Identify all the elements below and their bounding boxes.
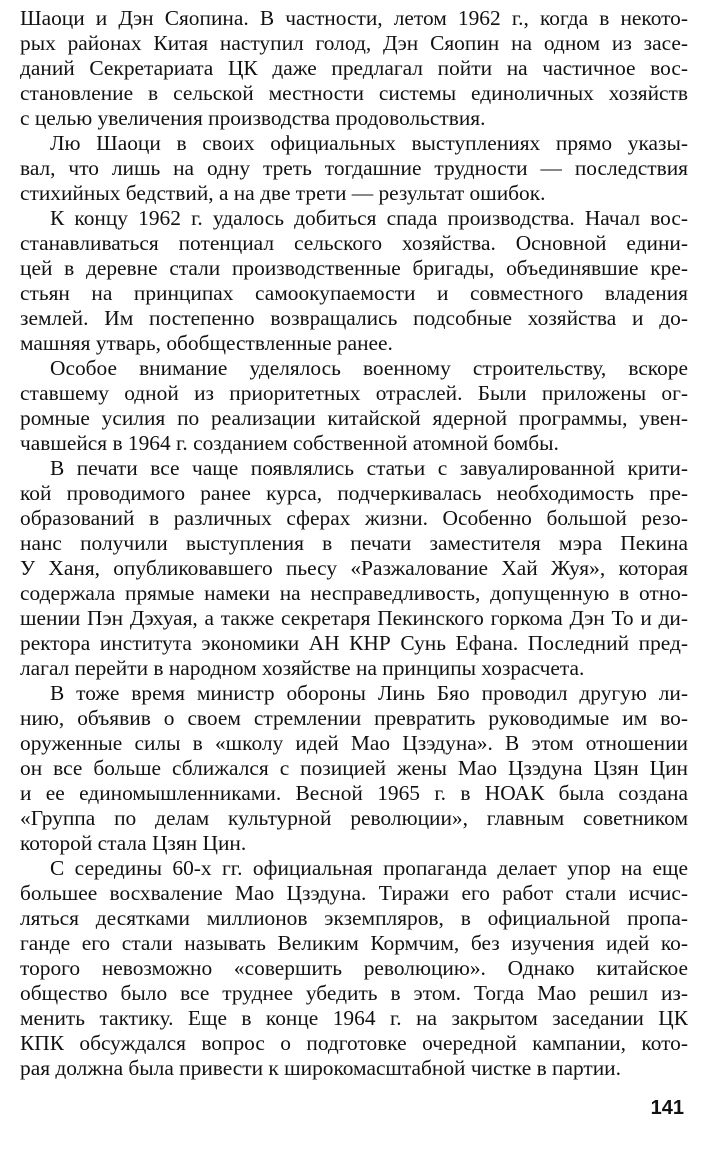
page-number: 141 — [650, 1097, 684, 1119]
text-line: и ее единомышленниками. Весной 1965 г. в НОАК была создана — [20, 781, 688, 805]
text-line: «Группа по делам культурной революции», главным советником — [20, 806, 688, 830]
text-line: даний Секретариата ЦК даже предлагал пойти на частичное вос- — [20, 56, 688, 80]
text-line: станавливаться потенциал сельского хозяйства. Основной едини- — [20, 231, 688, 255]
text-line: содержала прямые намеки на несправедливость, допущенную в отно- — [20, 581, 688, 605]
text-line: стихийных бедствий, а на две трети — результат ошибок. — [20, 181, 546, 205]
text-line: Лю Шаоци в своих официальных выступлениях прямо указы- — [50, 131, 688, 155]
text-line: шении Пэн Дэхуая, а также секретаря Пекинского горкома Дэн То и ди- — [20, 606, 688, 630]
text-line: кой проводимого ранее курса, подчеркивалась необходимость пре- — [20, 481, 688, 505]
body-text — [20, 6, 688, 1081]
paragraph — [20, 681, 688, 856]
text-line: большее восхваление Мао Цзэдуна. Тиражи его работ стали исчис- — [20, 881, 688, 905]
text-line: вал, что лишь на одну треть тогдашние трудности — последствия — [20, 156, 688, 180]
text-line: рых районах Китая наступил голод, Дэн Сяопин на одном из засе- — [20, 31, 688, 55]
paragraph — [20, 356, 688, 456]
text-line: рая должна была привести к широкомасштабной чистке в партии. — [20, 1056, 621, 1080]
paragraph — [20, 6, 688, 131]
text-line: ляться десятками миллионов экземпляров, в официальной пропа- — [20, 906, 688, 930]
text-line: общество было все труднее убедить в этом. Тогда Мао решил из- — [20, 981, 688, 1005]
text-line: стьян на принципах самоокупаемости и совместного владения — [20, 281, 688, 305]
text-line: К концу 1962 г. удалось добиться спада производства. Начал вос- — [50, 206, 688, 230]
text-line: ромные усилия по реализации китайской ядерной программы, увен- — [20, 406, 688, 430]
text-line: торого невозможно «совершить революцию». Однако китайское — [20, 956, 688, 980]
text-line: он все больше сближался с позицией жены Мао Цзэдуна Цзян Цин — [20, 756, 688, 780]
text-line: ректора института экономики АН КНР Сунь Ефана. Последний пред- — [20, 631, 688, 655]
text-line: Шаоци и Дэн Сяопина. В частности, летом 1962 г., когда в некото- — [20, 6, 688, 30]
text-line: нию, объявив о своем стремлении превратить руководимые им во- — [20, 706, 688, 730]
text-line: менить тактику. Еще в конце 1964 г. на закрытом заседании ЦК — [20, 1006, 688, 1030]
text-line: ставшему одной из приоритетных отраслей. Были приложены ог- — [20, 381, 688, 405]
text-line: становление в сельской местности системы единоличных хозяйств — [20, 81, 688, 105]
text-line: цей в деревне стали производственные бригады, объединявшие кре- — [20, 256, 688, 280]
text-line: машняя утварь, обобществленные ранее. — [20, 331, 393, 355]
text-line: Особое внимание уделялось военному строительству, вскоре — [50, 356, 688, 380]
paragraph — [20, 131, 688, 206]
text-line: ганде его стали называть Великим Кормчим, без изучения идей ко- — [20, 931, 688, 955]
text-line: землей. Им постепенно возвращались подсобные хозяйства и до- — [20, 306, 688, 330]
text-line: В печати все чаще появлялись статьи с завуалированной крити- — [50, 456, 688, 480]
text-line: В тоже время министр обороны Линь Бяо проводил другую ли- — [50, 681, 688, 705]
text-line: оруженные силы в «школу идей Мао Цзэдуна». В этом отношении — [20, 731, 688, 755]
paragraph — [20, 456, 688, 681]
paragraph — [20, 856, 688, 1081]
text-line: У Ханя, опубликовавшего пьесу «Разжалование Хай Жуя», которая — [20, 556, 688, 580]
text-line: лагал перейти в народном хозяйстве на принципы хозрасчета. — [20, 656, 585, 680]
text-line: нанс получили выступления в печати заместителя мэра Пекина — [20, 531, 688, 555]
text-line: С середины 60-х гг. официальная пропаганда делает упор на еще — [50, 856, 688, 880]
text-line: чавшейся в 1964 г. созданием собственной атомной бомбы. — [20, 431, 559, 455]
text-line: которой стала Цзян Цин. — [20, 831, 247, 855]
text-line: образований в различных сферах жизни. Особенно большой резо- — [20, 506, 688, 530]
text-line: КПК обсуждался вопрос о подготовке очередной кампании, кото- — [20, 1031, 688, 1055]
paragraph — [20, 206, 688, 356]
text-line: с целью увеличения производства продовольствия. — [20, 106, 486, 130]
